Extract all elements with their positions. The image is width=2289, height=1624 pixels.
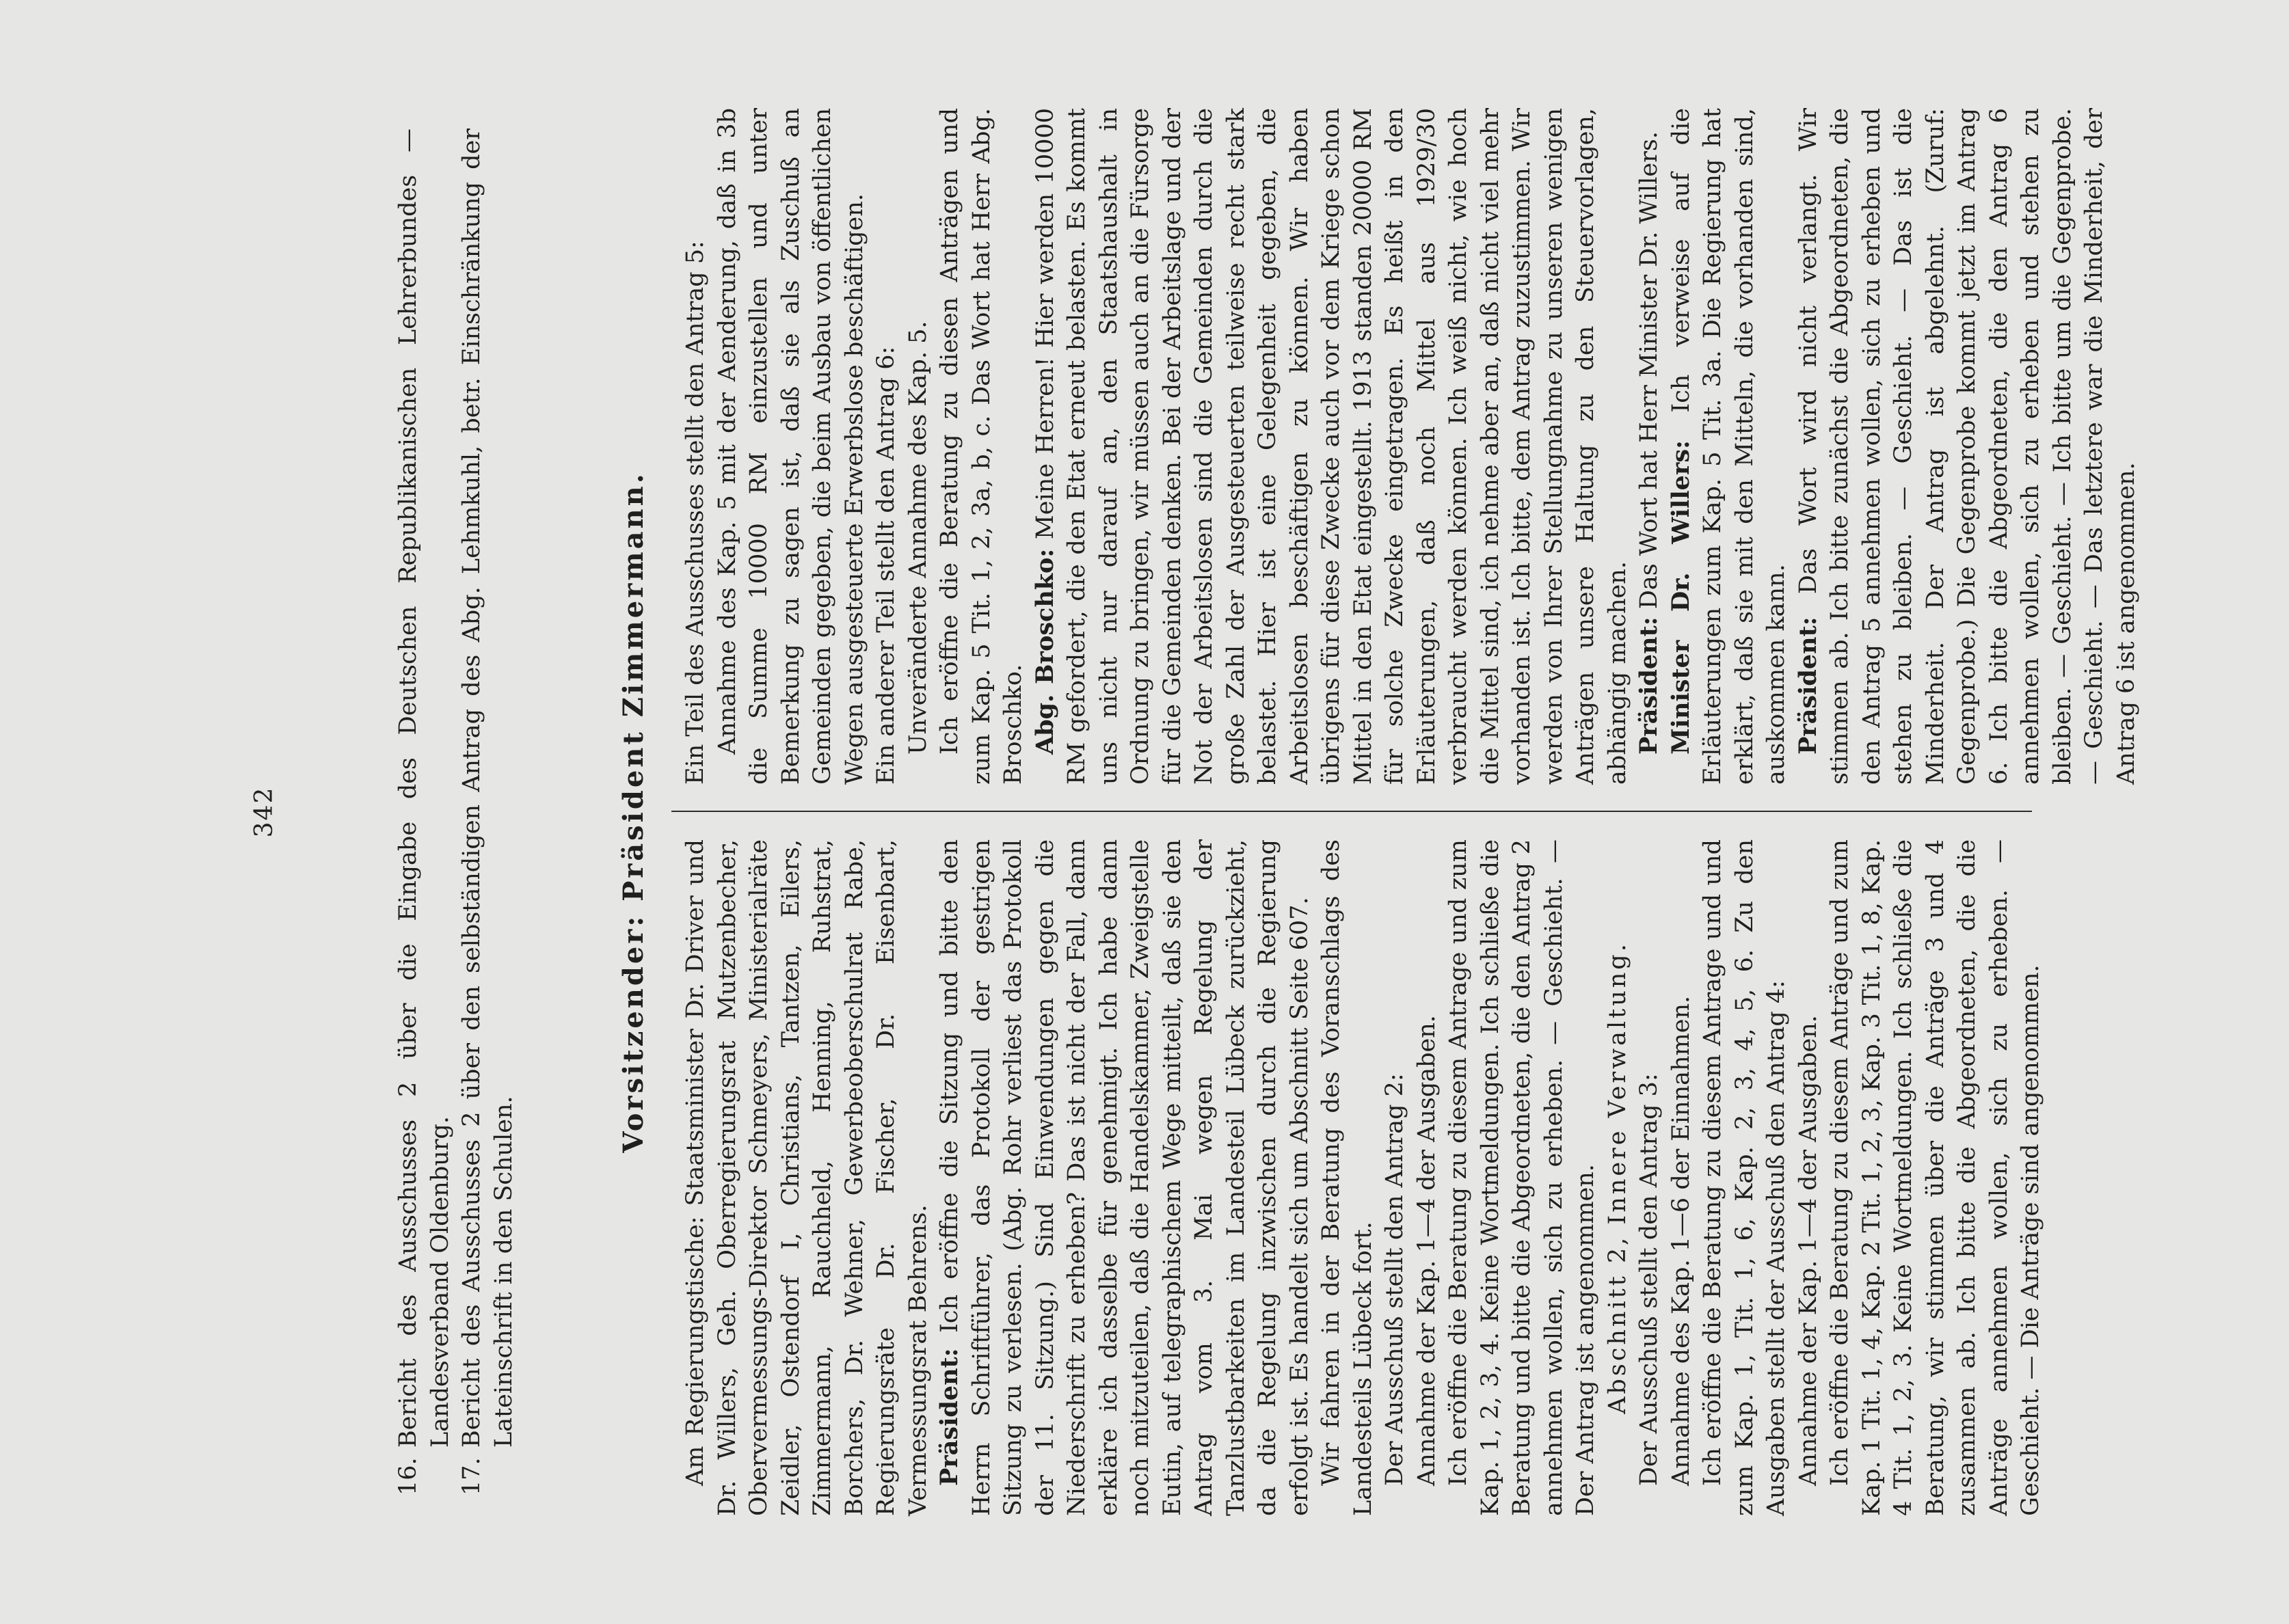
speaker-label: Präsident: (1635, 617, 1663, 755)
agenda-list (392, 128, 520, 1496)
speaker-label: Präsident: (1793, 617, 1822, 755)
speech-text: Meine Herren! Hier werden 10000 RM gefordert, die den Etat erneut belasten. Es kommt uns nicht nur darauf an, den Staatshaushalt in Ordnung zu bringen, wir müssen auch an die Fürsorge für die Gemeinden denken. Bei der Arbeitslage und der Not der Arbeitslosen sind die Gemeinden durch die große Zahl der Ausgesteuerten teilweise recht stark belastet. Hier ist eine Gelegenheit gegeben, die Arbeitslosen beschäftigen zu können. Wir haben übrigens für diese Zwecke auch vor dem Kriege schon Mittel in den Etat eingestellt. 1913 standen 20000 RM für solche Zwecke eingetragen. Es heißt in den Erläuterungen, daß noch Mittel aus 1929/30 verbraucht werden können. Ich weiß nicht, wie hoch die Mittel sind, ich nehme aber an, daß nicht viel mehr vorhanden ist. Ich bitte, dem Antrag zuzustimmen. Wir werden von Ihrer Stellungnahme zu unseren wenigen Anträgen unsere Haltung zu den Steuervorlagen, abhängig machen. (1031, 108, 1631, 785)
paragraph (934, 839, 1315, 1516)
paragraph (1633, 108, 1665, 785)
paragraph: Annahme der Kap. 1—4 der Ausgaben. (1413, 1015, 1441, 1486)
paragraph: Ich eröffne die Beratung zu diesem Anträge und zum Kap. 1 Tit. 1, 4, Kap. 2 Tit. 1, 2, 3, Kap. 3 Tit. 1, 8, Kap. 4 Tit. 1, 2, 3. Keine Wortmeldungen. Ich schließe die Beratung, wir stimmen über die Anträge 3 und 4 zusammen ab. Ich bitte die Abgeordneten, die die Anträge annehmen wollen, sich zu erheben. — Geschieht. — Die Anträge sind angenommen. (1826, 839, 2044, 1516)
paragraph: Der Ausschuß stellt den Antrag 3: (1635, 1073, 1663, 1486)
agenda-item-number: 16. (394, 1457, 422, 1496)
paragraph (1793, 108, 2143, 785)
left-column (680, 839, 2047, 1516)
paragraph: Wir fahren in der Beratung des Voranschlags des Landesteils Lübeck fort. (1317, 839, 1377, 1516)
paragraph: Ich eröffne die Beratung zu diesem Antrage und zum Kap. 1, 2, 3, 4. Keine Wortmeldungen. Ich schließe die Beratung und bitte die Abgeordneten, die den Antrag 2 annehmen wollen, sich zu erheben. — Geschieht. — Der Antrag ist angenommen. (1445, 839, 1599, 1516)
page-number: 342 (250, 786, 278, 838)
speaker-label: Präsident: (935, 1348, 963, 1486)
agenda-item (456, 128, 520, 1496)
speech-text: Das Wort hat Herr Minister Dr. Willers. (1635, 131, 1663, 610)
paragraph: Ich eröffne die Beratung zu diesem Antrage und und zum Kap. 1, Tit. 1, 6, Kap. 2, 3, 4, 5, 6. Zu den Ausgaben stellt der Ausschuß den Antrag 4: (1699, 839, 1790, 1516)
agenda-item (392, 128, 456, 1496)
paragraph: Der Ausschuß stellt den Antrag 2: (1381, 1073, 1408, 1486)
agenda-item-text: Bericht des Ausschusses 2 über die Eingabe des Deutschen Republikanischen Lehrerbundes — Landesverband Oldenburg. (394, 128, 454, 1448)
paragraph (1665, 108, 1793, 785)
speech-text: Ich verweise auf die Erläuterungen zum Kap. 5 Tit. 3a. Die Regierung hat erklärt, daß sie mit den Mitteln, die vorhanden sind, auskommen kann. (1667, 108, 1790, 785)
speech-text: Ich eröffne die Sitzung und bitte den Herrn Schriftführer, das Protokoll der gestrigen Sitzung zu verlesen. (Abg. Rohr verliest das Protokoll der 11. Sitzung.) Sind Einwendungen gegen die Niederschrift zu erheben? Das ist nicht der Fall, dann erkläre ich dasselbe für genehmigt. Ich habe dann noch mitzuteilen, daß die Handelskammer, Zweigstelle Eutin, auf telegraphischem Wege mitteilt, daß sie den Antrag vom 3. Mai wegen Regelung der Tanzlustbarkeiten im Landesteil Lübeck zurückzieht, da die Regelung inzwischen durch die Regierung erfolgt ist. Es handelt sich um Abschnitt Seite 607. (936, 839, 1313, 1516)
paragraph: Ein anderer Teil stellt den Antrag 6: (872, 346, 900, 785)
document-page (249, 81, 2140, 1543)
paragraph: Annahme des Kap. 1—6 der Einnahmen. (1667, 995, 1695, 1486)
attendance-paragraph: Am Regierungstische: Staatsminister Dr. Driver und Dr. Willers, Geh. Oberregierungsrat Mutzenbecher, Obervermessungs-Direktor Schmeyers, Ministerialräte Zeidler, Ostendorf I, Christians, Tantzen, Eilers, Zimmermann, Rauchheld, Henning, Ruhstrat, Borchers, Dr. Wehner, Gewerbeoberschulrat Rabe, Regierungsräte Dr. Fischer, Dr. Eisenbart, Vermessungsrat Behrens. (682, 839, 932, 1516)
section-heading: Abschnitt 2, Innere Verwaltung. (1603, 941, 1631, 1414)
paragraph (1030, 108, 1634, 785)
agenda-item-number: 17. (458, 1457, 485, 1496)
speech-text: Das Wort wird nicht verlangt. Wir stimmen ab. Ich bitte zunächst die Abgeordneten, die den Antrag 5 annehmen wollen, sich zu erheben und stehen zu bleiben. — Geschieht. — Das ist die Minderheit. Der Antrag ist abgelehnt. (Zuruf: Gegenprobe.) Die Gegenprobe kommt jetzt im Antrag 6. Ich bitte die Abgeordneten, die den Antrag 6 annehmen wollen, sich zu erheben und stehen zu bleiben. — Geschieht. — Ich bitte um die Gegenprobe. — Geschieht. — Das letztere war die Minderheit, der Antrag 6 ist angenommen. (1794, 108, 2140, 785)
paragraph: Annahme der Kap. 1—4 der Ausgaben. (1794, 1015, 1822, 1486)
paragraph: Ein Teil des Ausschusses stellt den Antrag 5: (682, 241, 709, 785)
speaker-label: Minister Dr. Willers: (1666, 440, 1695, 755)
right-column (680, 108, 2142, 785)
paragraph: Annahme des Kap. 5 mit der Aenderung, daß in 3b die Summe 10000 RM einzustellen und unter Bemerkung zu sagen ist, daß sie als Zuschuß an Gemeinden gegeben, die beim Ausbau von öffentlichen Wegen ausgesteuerte Erwerbslose beschäftigen. (713, 108, 868, 785)
paragraph: Ich eröffne die Beratung zu diesen Anträgen und zum Kap. 5 Tit. 1, 2, 3a, b, c. Das Wort hat Herr Abg. Broschko. (936, 108, 1027, 785)
agenda-item-text: Bericht des Ausschusses 2 über den selbständigen Antrag des Abg. Lehmkuhl, betr. Einschränkung der Lateinschrift in den Schulen. (458, 128, 518, 1448)
speaker-label: Abg. Broschko: (1030, 548, 1059, 755)
chair-heading: Vorsitzender: Präsident Zimmermann. (617, 471, 650, 1153)
column-divider (671, 811, 2032, 812)
paragraph: Unveränderte Annahme des Kap. 5. (904, 321, 932, 755)
